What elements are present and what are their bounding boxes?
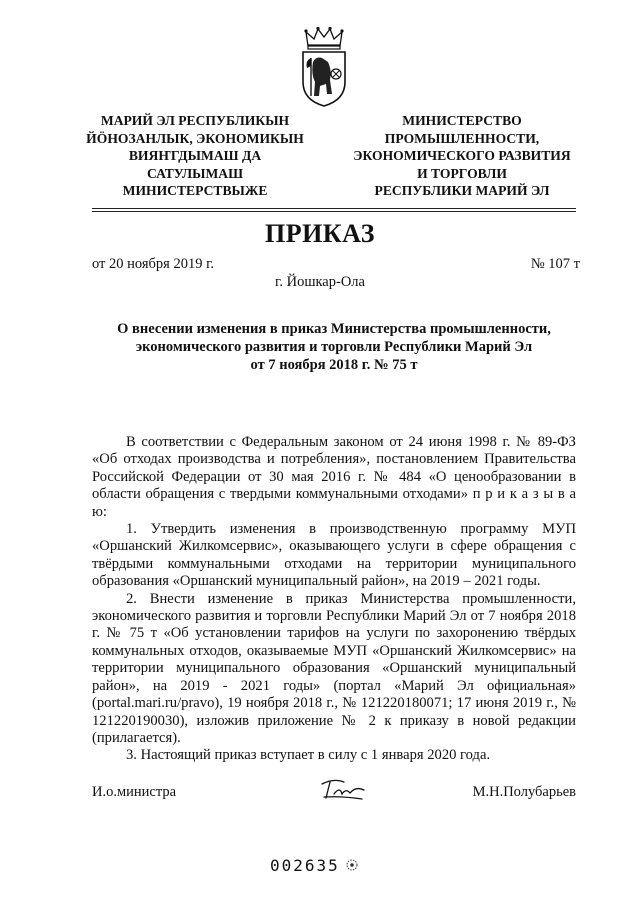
handwritten-signature	[318, 776, 368, 802]
header-left-line: САТУЛЫМАШ	[146, 165, 244, 181]
header-right-line: И ТОРГОВЛИ	[417, 165, 507, 181]
body-paragraph-item-1: 1. Утвердить изменения в производственную программу МУП «Оршанский Жилкомсервис», оказывающего услуги в сфере обращения с твёрдыми коммунальными отходами на территории муниципального образования «Оршанский муниципальный район», на 2019 – 2021 годы.	[92, 521, 576, 590]
document-date: от 20 ноября 2019 г.	[92, 256, 215, 272]
body-paragraph-item-2: 2. Внести изменение в приказ Министерства промышленности, экономического развития и торговли Республики Марий Эл от 7 ноября 2018 г. № 75 т «Об установлении тарифов на услуги по захоронению твёрдых коммунальных отходов, оказываемые МУП «Оршанский Жилкомсервис» на территории муниципального образования «Оршанский муниципальный район», на 2019 - 2021 годы» (портал «Марий Эл официальная» (portal.mari.ru/pravo), 19 ноября 2018 г., № 121220180071; 17 июня 2019 г., № 121220190030), изложив приложение № 2 к приказу в новой редакции (прилагается).	[92, 590, 576, 746]
subject-line: О внесении изменения в приказ Министерства промышленности,	[117, 321, 551, 337]
body-paragraph-item-3: 3. Настоящий приказ вступает в силу с 1 января 2020 года.	[126, 747, 491, 764]
stamp-mark-icon	[345, 858, 359, 872]
document-number: № 107 т	[530, 256, 580, 272]
subject-line: экономического развития и торговли Республики Марий Эл	[135, 339, 533, 355]
header-left-line: ВИЯҤГДЫМАШ ДА	[128, 148, 262, 163]
document-body	[92, 434, 576, 765]
signatory-position: И.о.министра	[92, 784, 177, 800]
subject-line: от 7 ноября 2018 г. № 75 т	[250, 357, 418, 373]
coat-of-arms-icon	[298, 26, 350, 108]
signatory-name: М.Н.Полубарьев	[472, 784, 576, 800]
header-right-line: МИНИСТЕРСТВО	[402, 113, 522, 128]
document-city: г. Йошкар-Ола	[275, 274, 365, 290]
ministry-name-russian	[344, 112, 580, 200]
header-right-line: РЕСПУБЛИКИ МАРИЙ ЭЛ	[374, 183, 550, 198]
body-paragraph-preamble: В соответствии с Федеральным законом от 24 июня 1998 г. № 89-ФЗ «Об отходах производства и потребления», постановлением Правительства Российской Федерации от 30 мая 2016 г. № 484 «О ценообразовании в области обращения с твердыми коммунальными отходами» п р и к а з ы в а ю:	[92, 434, 576, 520]
header-divider	[92, 208, 576, 209]
header-right-line: ЭКОНОМИЧЕСКОГО РАЗВИТИЯ	[353, 148, 571, 163]
document-serial-number: 002635	[270, 856, 340, 875]
ministry-name-mari	[80, 112, 310, 200]
header-left-line: ЙӦНОЗАНЛЫК, ЭКОНОМИКЫН	[86, 130, 304, 146]
header-left-line: МИНИСТЕРСТВЫЖЕ	[122, 183, 268, 198]
header-divider	[92, 211, 576, 212]
header-right-line: ПРОМЫШЛЕННОСТИ,	[384, 130, 540, 146]
header-left-line: МАРИЙ ЭЛ РЕСПУБЛИКЫН	[100, 113, 290, 128]
document-title: ПРИКАЗ	[264, 219, 376, 248]
document-subject	[92, 320, 576, 374]
